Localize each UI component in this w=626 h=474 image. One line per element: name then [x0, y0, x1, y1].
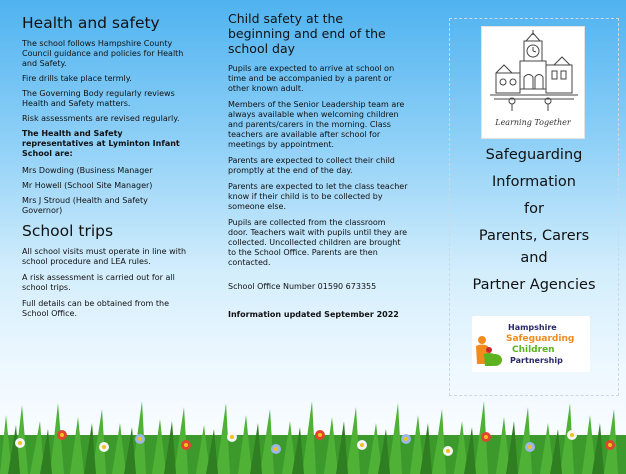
trips-paragraph-2: A risk assessment is carried out for all school trips.: [22, 273, 175, 292]
information-updated: Information updated September 2022: [228, 310, 399, 319]
hsc-line-2: Safeguarding: [506, 334, 575, 344]
hsc-line-1: Hampshire: [508, 323, 557, 332]
hs-paragraph-4: Risk assessments are revised regularly.: [22, 114, 180, 123]
hsc-line-4: Partnership: [510, 356, 563, 365]
hsc-line-3: Children: [512, 345, 555, 355]
hs-paragraph-1: The school follows Hampshire County Council guidance and policies for Health and Safety.: [22, 39, 184, 68]
title-line-4: Parents, Carers: [478, 228, 590, 244]
cs-paragraph-2: Members of the Senior Leadership team are always available when welcoming children and parents/carers in the morning. Class teachers are available after school for meetings by appointment.: [228, 100, 405, 149]
title-line-5: and: [520, 250, 548, 266]
school-trips-heading: School trips: [22, 222, 114, 240]
rep-stroud: Mrs J Stroud (Health and Safety Governor): [22, 196, 148, 215]
school-clock-tower-logo: [482, 27, 584, 138]
trips-paragraph-3: Full details can be obtained from the School Office.: [22, 299, 170, 318]
hs-representatives-intro: The Health and Safety representatives at Lyminton Infant School are:: [22, 129, 180, 158]
middle-column: [228, 0, 408, 320]
hs-paragraph-2: Fire drills take place termly.: [22, 74, 132, 83]
health-safety-heading: Health and safety: [22, 14, 160, 32]
cs-paragraph-5: Pupils are collected from the classroom door. Teachers wait with pupils until they are collected. Uncollected children are brought to the School Office. Parents are then contacted.: [228, 218, 408, 267]
logo-caption: Learning Together: [495, 118, 571, 127]
brochure-title: [449, 147, 619, 293]
title-line-1: Safeguarding: [485, 147, 583, 163]
school-office-number: School Office Number 01590 673355: [228, 282, 377, 291]
rep-howell: Mr Howell (School Site Manager): [22, 181, 153, 190]
school-logo: [481, 26, 585, 139]
child-safety-heading: Child safety at the beginning and end of the school day: [228, 11, 386, 56]
title-line-3: for: [524, 201, 544, 217]
cs-paragraph-4: Parents are expected to let the class teacher know if their child is to be collected by someone else.: [228, 182, 408, 211]
title-line-2: Information: [492, 174, 576, 190]
cs-paragraph-3: Parents are expected to collect their child promptly at the end of the day.: [228, 156, 395, 175]
hampshire-safeguarding-logo: [472, 316, 590, 372]
hsc-figures-icon: [476, 336, 502, 366]
grass-flowers-border: [0, 395, 626, 474]
trips-paragraph-1: All school visits must operate in line with school procedure and LEA rules.: [22, 247, 187, 266]
rep-dowding: Mrs Dowding (Business Manager: [22, 166, 153, 175]
cs-paragraph-1: Pupils are expected to arrive at school on time and be accompanied by a parent or other known adult.: [228, 64, 395, 93]
title-line-6: Partner Agencies: [472, 277, 596, 293]
left-column: [22, 0, 187, 319]
hs-paragraph-3: The Governing Body regularly reviews Health and Safety matters.: [22, 89, 175, 108]
